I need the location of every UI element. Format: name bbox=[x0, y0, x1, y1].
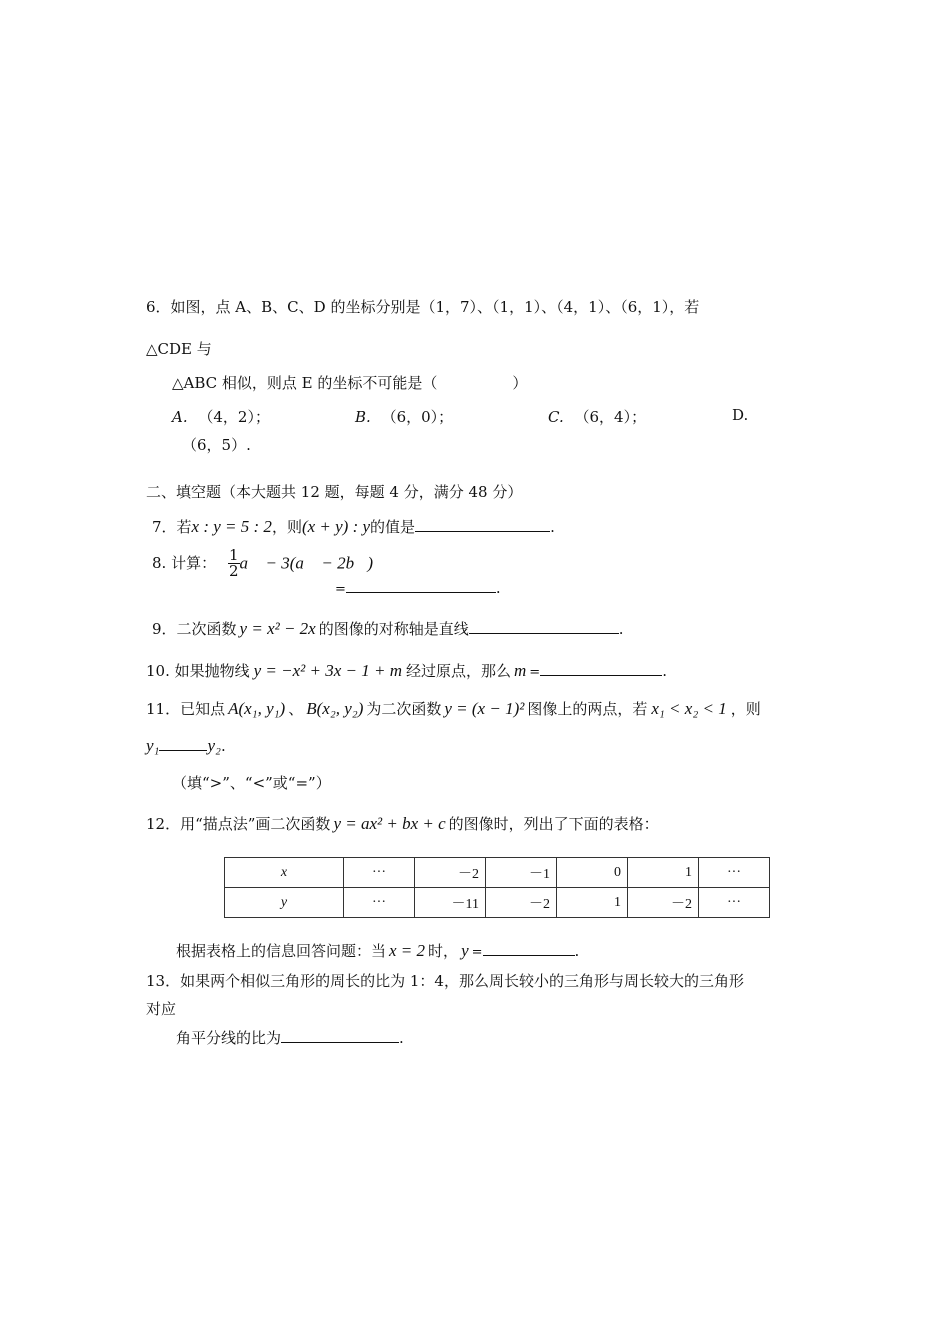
q12-answer-mid: 时， bbox=[428, 942, 459, 960]
q12-function: y = ax² + bx + c bbox=[333, 814, 446, 833]
q9 bbox=[152, 618, 624, 639]
q8-fraction bbox=[228, 548, 240, 579]
q8-prefix: 8. 计算： bbox=[152, 554, 217, 572]
q6-option-c bbox=[548, 406, 646, 427]
q9-end: . bbox=[618, 620, 624, 638]
q11-point-b: B(x₂, y₂) bbox=[306, 699, 364, 718]
q7-prefix: 7．若 bbox=[152, 518, 192, 536]
q13-line2: 对应 bbox=[146, 1000, 177, 1018]
q11-suffix: ，则 bbox=[730, 700, 761, 718]
q8-frac-den: 2 bbox=[229, 562, 239, 580]
q7-expr: (x + y) : y bbox=[301, 517, 371, 536]
table-cell: ··· bbox=[344, 858, 415, 888]
table-cell: 1 bbox=[628, 858, 699, 888]
table-row bbox=[225, 858, 770, 888]
q11-y2: y₂ bbox=[207, 736, 221, 755]
q11-point-a: A(x₁, y₁) bbox=[228, 699, 286, 718]
q6-option-d-value: （6，5）. bbox=[182, 436, 251, 454]
q11-function: y = (x − 1)² bbox=[444, 699, 525, 718]
q11-y1: y₁ bbox=[146, 736, 160, 755]
q9-answer-blank[interactable] bbox=[469, 619, 619, 634]
section-title: 二、填空题（本大题共 12 题，每题 4 分，满分 48 分） bbox=[146, 483, 523, 501]
table-cell: ··· bbox=[344, 888, 415, 918]
q9-function: y = x² − 2x bbox=[239, 619, 316, 638]
q6-option-a bbox=[172, 406, 270, 427]
q8-answer-blank[interactable] bbox=[346, 578, 496, 593]
q8-vector-expr: a⃗ − 3(a⃗ − 2b⃗) bbox=[239, 553, 373, 573]
table-header-cell: x bbox=[225, 858, 344, 888]
q9-suffix: 的图像的对称轴是直线 bbox=[318, 620, 469, 638]
q6-line1: 6．如图，点 A、B、C、D 的坐标分别是（1，7）、（1，1）、（4，1）、（6，1），若 bbox=[146, 298, 700, 316]
q11-answer-blank[interactable] bbox=[159, 736, 207, 751]
value-table bbox=[224, 857, 770, 918]
table-cell: ··· bbox=[699, 858, 770, 888]
q12 bbox=[146, 813, 659, 834]
option-b-label: B. bbox=[355, 408, 371, 426]
table-cell: 1 bbox=[557, 888, 628, 918]
q13-prefix: 角平分线的比为 bbox=[176, 1029, 282, 1047]
table-cell: 0 bbox=[557, 858, 628, 888]
q11-sep: 、 bbox=[288, 700, 304, 718]
q12-answer-prefix: 根据表格上的信息回答问题：当 bbox=[176, 942, 387, 960]
table-row bbox=[225, 888, 770, 918]
q12-prefix: 12．用“描点法”画二次函数 bbox=[146, 815, 331, 833]
q13-line1: 13．如果两个相似三角形的周长的比为 1：4，那么周长较小的三角形与周长较大的三角形 bbox=[146, 972, 744, 990]
q11-hint: （填“>”、“<”或“=”） bbox=[172, 774, 331, 792]
q6-line2: △CDE 与 bbox=[146, 340, 212, 358]
option-c-label: C. bbox=[548, 408, 564, 426]
q11-condition: x₁ < x₂ < 1 bbox=[651, 699, 727, 718]
q11-end: . bbox=[220, 737, 226, 755]
q11-prefix: 11．已知点 bbox=[146, 700, 226, 718]
q12-suffix: 的图像时，列出了下面的表格： bbox=[448, 815, 659, 833]
q7-ratio: x : y = 5 : 2 bbox=[191, 517, 272, 536]
q13-end: . bbox=[399, 1029, 404, 1047]
q10-prefix: 10. 如果抛物线 bbox=[146, 662, 250, 680]
q11-mid: 为二次函数 bbox=[366, 700, 442, 718]
q6-option-b bbox=[355, 406, 453, 427]
q6-line3: △ABC 相似，则点 E 的坐标不可能是（ ） bbox=[172, 374, 528, 392]
q12-answer-blank[interactable] bbox=[483, 941, 575, 956]
table-cell: －2 bbox=[415, 858, 486, 888]
q12-end: . bbox=[574, 942, 580, 960]
q10-eq: = bbox=[529, 665, 541, 680]
q12-answer-var: y bbox=[461, 941, 469, 960]
q8-end: . bbox=[495, 579, 501, 597]
q7 bbox=[152, 516, 555, 537]
q8-answer bbox=[335, 578, 501, 597]
q6-option-d-label: D. bbox=[732, 406, 749, 424]
q12-answer-cond: x = 2 bbox=[389, 941, 426, 960]
q10-mid: 经过原点，那么 bbox=[406, 662, 512, 680]
option-b-value: （6，0）； bbox=[381, 408, 454, 426]
q8 bbox=[152, 552, 216, 573]
q7-answer-blank[interactable] bbox=[415, 517, 550, 532]
q7-mid: ，则 bbox=[271, 518, 302, 536]
q9-prefix: 9．二次函数 bbox=[152, 620, 237, 638]
q7-suffix: 的值是 bbox=[370, 518, 416, 536]
table-cell: －2 bbox=[486, 888, 557, 918]
table-cell: －11 bbox=[415, 888, 486, 918]
table-cell: －1 bbox=[486, 858, 557, 888]
option-a-value: （4，2）； bbox=[198, 408, 270, 426]
table-header-cell: y bbox=[225, 888, 344, 918]
table-cell: －2 bbox=[628, 888, 699, 918]
q10 bbox=[146, 660, 667, 681]
q12-answer bbox=[176, 940, 579, 961]
q7-end: . bbox=[550, 518, 555, 536]
q8-frac-num: 1 bbox=[229, 546, 239, 564]
option-a-label: A. bbox=[172, 408, 188, 426]
option-c-value: （6，4）； bbox=[574, 408, 647, 426]
q12-answer-eq: = bbox=[471, 945, 483, 960]
q11-line2 bbox=[146, 736, 226, 756]
q8-eq: = bbox=[335, 582, 346, 597]
q10-end: . bbox=[662, 662, 667, 680]
q10-answer-blank[interactable] bbox=[540, 661, 662, 676]
q11-line1 bbox=[146, 698, 761, 719]
table-cell: ··· bbox=[699, 888, 770, 918]
q10-var: m bbox=[514, 661, 527, 680]
q13-answer-blank[interactable] bbox=[281, 1028, 399, 1043]
q13-line3 bbox=[176, 1027, 404, 1048]
q8-expression bbox=[228, 548, 373, 579]
q10-function: y = −x² + 3x − 1 + m bbox=[253, 661, 402, 680]
q11-mid2: 图像上的两点，若 bbox=[527, 700, 648, 718]
